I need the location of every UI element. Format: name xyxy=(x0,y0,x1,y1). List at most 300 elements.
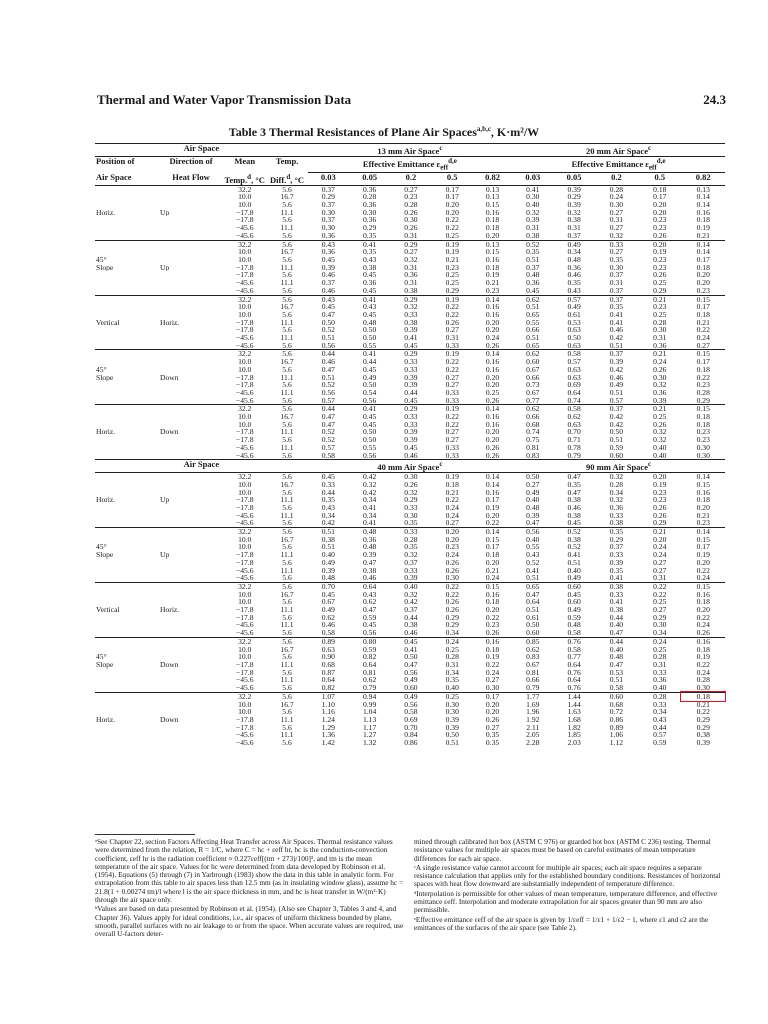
value-cell: 0.51 xyxy=(526,574,540,583)
position-cell xyxy=(95,489,159,497)
value-cell: 0.47 xyxy=(404,660,418,669)
value-cell: 0.60 xyxy=(526,629,540,638)
value-cell: 0.33 xyxy=(445,443,459,452)
value-cell: 0.49 xyxy=(553,240,594,248)
value-cell: 0.31 xyxy=(609,279,624,287)
position-cell xyxy=(95,669,159,677)
value-cell: 0.29 xyxy=(696,723,710,732)
value-cell: 0.50 xyxy=(526,621,540,630)
table-row xyxy=(95,731,725,739)
value-cell: 0.22 xyxy=(485,613,500,622)
value-cell: 10.0 xyxy=(238,193,252,202)
value-cell: 0.20 xyxy=(696,279,710,287)
value-cell: 0.55 xyxy=(526,543,540,552)
value-cell: −17.8 xyxy=(235,503,254,512)
value-cell: 0.72 xyxy=(609,708,624,716)
direction-cell: Down xyxy=(160,373,179,382)
value-cell: 0.31 xyxy=(445,660,459,669)
value-cell: 0.34 xyxy=(321,511,335,520)
value-cell: 5.6 xyxy=(266,582,307,590)
value-cell: 0.22 xyxy=(696,708,710,716)
value-cell: 16.7 xyxy=(280,193,294,202)
value-cell: 16.7 xyxy=(280,700,294,709)
direction-cell xyxy=(159,326,223,334)
value-cell: 2.28 xyxy=(526,739,540,747)
emittance-value: 0.82 xyxy=(485,172,500,183)
value-cell: 0.17 xyxy=(696,543,710,552)
value-cell: −45.6 xyxy=(235,676,254,685)
value-cell: 0.48 xyxy=(526,271,540,280)
temp-diff-header: Temp. xyxy=(275,156,299,166)
value-cell: 0.39 xyxy=(362,551,377,559)
position-cell xyxy=(95,701,159,709)
value-cell: 0.77 xyxy=(526,396,540,405)
direction-cell xyxy=(159,481,223,489)
emittance-value: 0.82 xyxy=(695,172,711,183)
position-cell: Slope xyxy=(96,373,114,382)
value-cell: 0.29 xyxy=(567,193,581,202)
value-cell: 0.45 xyxy=(362,310,377,319)
value-cell: 0.42 xyxy=(609,334,624,342)
position-cell: Vertical xyxy=(96,606,120,614)
table-row xyxy=(95,421,725,429)
direction-cell xyxy=(159,397,223,405)
value-cell: 5.6 xyxy=(282,684,292,693)
value-cell: 5.6 xyxy=(282,543,292,552)
value-cell: 1.36 xyxy=(321,731,335,740)
value-cell: 0.49 xyxy=(404,676,418,685)
value-cell: 5.6 xyxy=(282,256,292,264)
footnote: ᵇValues are based on data presented by Robinson et al. (1954). (Also see Chapter 3, Tables 3 and 4, and Chapter 36). Values apply for ideal conditions, i.e., air spaces of uniform thickness bounded by plane, smooth, parallel surfaces with no air leakage to or from the space. When accurate values are required, use overall U-factors deter- xyxy=(95,904,404,939)
value-cell: 5.6 xyxy=(282,503,292,512)
value-cell: 0.44 xyxy=(308,350,349,358)
value-cell: 0.27 xyxy=(390,185,431,193)
value-cell: 5.6 xyxy=(282,708,292,716)
value-cell: 0.60 xyxy=(595,692,638,700)
value-cell: 0.47 xyxy=(567,488,581,497)
value-cell: 0.57 xyxy=(553,295,594,303)
value-cell: 1.27 xyxy=(362,731,377,740)
value-cell: 0.28 xyxy=(445,653,459,661)
direction-header-2: Heat Flow xyxy=(172,172,210,182)
value-cell: 0.56 xyxy=(321,341,335,350)
value-cell: 0.24 xyxy=(696,334,710,342)
value-cell: 0.33 xyxy=(609,590,624,599)
value-cell: 0.30 xyxy=(526,193,540,202)
value-cell: 5.6 xyxy=(282,668,292,677)
value-cell: 10.0 xyxy=(238,420,252,429)
value-cell: 0.25 xyxy=(432,692,473,700)
value-cell: 5.6 xyxy=(282,381,292,389)
value-cell: 0.20 xyxy=(485,318,500,327)
value-cell: 0.20 xyxy=(445,208,459,217)
value-cell: 0.55 xyxy=(526,318,540,327)
value-cell: 0.28 xyxy=(404,201,418,209)
value-cell: 0.28 xyxy=(696,676,710,685)
value-cell: 0.28 xyxy=(638,692,681,700)
value-cell: −17.8 xyxy=(235,660,254,669)
direction-header: Direction of xyxy=(169,156,213,166)
value-cell: 0.34 xyxy=(653,629,667,638)
value-cell: 0.35 xyxy=(404,543,418,552)
position-cell xyxy=(95,692,159,700)
value-cell: 0.41 xyxy=(404,645,418,654)
value-cell: 0.18 xyxy=(696,598,710,607)
value-cell: 0.76 xyxy=(553,637,594,645)
table-row xyxy=(95,256,725,264)
value-cell: −45.6 xyxy=(235,286,254,295)
table-row xyxy=(95,559,725,567)
value-cell: 0.35 xyxy=(362,248,377,256)
emittance-value: 0.2 xyxy=(611,172,622,183)
value-cell: 0.27 xyxy=(445,381,459,389)
value-cell: 0.18 xyxy=(445,480,459,489)
position-cell: Slope xyxy=(96,263,114,272)
value-cell: 0.51 xyxy=(609,676,624,685)
value-cell: 0.24 xyxy=(653,543,667,552)
value-cell: 1.44 xyxy=(567,700,581,709)
value-cell: 0.37 xyxy=(609,271,624,280)
emittance-value: 0.2 xyxy=(405,172,417,183)
position-cell xyxy=(95,519,159,527)
value-cell: 0.29 xyxy=(390,405,431,413)
value-cell: 0.63 xyxy=(567,326,581,335)
value-cell: 0.15 xyxy=(485,248,500,256)
position-cell xyxy=(95,413,159,421)
value-cell: 1.82 xyxy=(567,723,581,732)
value-cell: 0.24 xyxy=(609,193,624,202)
value-cell: 0.37 xyxy=(321,279,335,287)
value-cell: 0.50 xyxy=(362,326,377,335)
value-cell: 0.16 xyxy=(696,590,710,599)
value-cell: 0.26 xyxy=(653,271,667,280)
value-cell: 0.22 xyxy=(445,496,459,504)
value-cell: 0.57 xyxy=(567,358,581,366)
table-row xyxy=(95,598,725,606)
value-cell: 0.26 xyxy=(485,451,500,460)
table-row xyxy=(95,264,725,272)
emittance-value: 0.03 xyxy=(320,172,336,183)
value-cell: 0.67 xyxy=(526,365,540,374)
direction-cell: Up xyxy=(160,263,170,272)
value-cell: 0.61 xyxy=(526,613,540,622)
value-cell: 5.6 xyxy=(266,350,307,358)
value-cell: 0.78 xyxy=(567,443,581,452)
value-cell: 0.25 xyxy=(445,279,459,287)
value-cell: 0.87 xyxy=(321,668,335,677)
table-row xyxy=(95,389,725,397)
emittance-value: 0.05 xyxy=(362,172,378,183)
value-cell: 10.0 xyxy=(238,700,252,709)
value-cell: 0.14 xyxy=(696,248,710,256)
value-cell: 0.44 xyxy=(595,637,638,645)
value-cell: 0.34 xyxy=(653,708,667,716)
value-cell: 0.31 xyxy=(404,231,418,240)
value-cell: 0.31 xyxy=(404,263,418,272)
direction-cell xyxy=(159,185,223,193)
value-cell: 0.56 xyxy=(512,528,553,536)
value-cell: 0.23 xyxy=(653,303,667,311)
footnote: ᵈInterpolation is permissible for other values of mean temperature, temperature difference, and effective emittance εeff. Interpolation and moderate extrapolation for air spaces greater than 90 mm are also permissible. xyxy=(414,888,718,915)
value-cell: 32.2 xyxy=(223,350,266,358)
value-cell: 0.35 xyxy=(485,731,500,740)
table-row xyxy=(95,512,725,520)
value-cell: 0.39 xyxy=(445,723,459,732)
value-cell: 0.28 xyxy=(653,653,667,661)
direction-cell: Down xyxy=(160,660,179,669)
value-cell: 0.23 xyxy=(653,488,667,497)
value-cell: 0.24 xyxy=(432,637,473,645)
value-cell: 0.36 xyxy=(404,271,418,280)
value-cell: 11.1 xyxy=(280,318,294,327)
value-cell: 0.26 xyxy=(485,396,500,405)
value-cell: 0.39 xyxy=(696,739,710,747)
value-cell: 0.38 xyxy=(404,621,418,630)
value-cell: 0.40 xyxy=(526,535,540,544)
value-cell: 0.58 xyxy=(567,645,581,654)
value-cell: 0.42 xyxy=(609,413,624,421)
value-cell: 0.32 xyxy=(362,480,377,489)
table-row xyxy=(95,436,725,444)
emittance-header-left: Effective Emittance $\varepsilon_{eff}^{d,e}$ xyxy=(308,156,512,173)
table-row xyxy=(95,567,725,575)
header-row xyxy=(95,173,725,185)
value-cell: 32.2 xyxy=(223,637,266,645)
value-cell: 0.36 xyxy=(362,201,377,209)
value-cell: 0.83 xyxy=(526,451,540,460)
footnote: ᵉEffective emittance εeff of the air space is given by 1/εeff = 1/ε1 + 1/ε2 − 1, where ε1 and ε2 are the emittances of the surfaces of the air space (see Table 2). xyxy=(414,914,709,932)
position-cell xyxy=(95,248,159,256)
table-row xyxy=(95,444,725,452)
direction-cell xyxy=(159,405,223,413)
direction-cell xyxy=(159,621,223,629)
value-cell: 0.38 xyxy=(321,535,335,544)
table-title-text: Table 3 Thermal Resistances of Plane Air Spaces xyxy=(228,125,477,139)
table-row xyxy=(95,582,725,590)
value-cell: 0.52 xyxy=(553,528,594,536)
position-cell xyxy=(95,193,159,201)
value-cell: 0.62 xyxy=(512,295,553,303)
value-cell: 0.85 xyxy=(512,637,553,645)
value-cell: 0.47 xyxy=(321,420,335,429)
value-cell: 0.50 xyxy=(512,473,553,481)
position-cell xyxy=(95,528,159,536)
value-cell: 0.57 xyxy=(609,396,624,405)
value-cell: 0.39 xyxy=(404,436,418,444)
value-cell: 0.30 xyxy=(445,708,459,716)
value-cell: 0.39 xyxy=(526,511,540,520)
value-cell: 0.41 xyxy=(609,318,624,327)
position-cell xyxy=(95,629,159,637)
value-cell: 0.45 xyxy=(362,621,377,630)
direction-cell xyxy=(159,536,223,544)
value-cell: 0.18 xyxy=(485,598,500,607)
value-cell: 32.2 xyxy=(223,473,266,481)
value-cell: 0.46 xyxy=(567,503,581,512)
value-cell: 0.51 xyxy=(321,373,335,382)
value-cell: 0.46 xyxy=(362,574,377,583)
value-cell: 0.47 xyxy=(362,558,377,567)
value-cell: 0.24 xyxy=(485,668,500,677)
value-cell: 5.6 xyxy=(282,310,292,319)
value-cell: 1.07 xyxy=(308,692,349,700)
value-cell: 0.36 xyxy=(526,279,540,287)
value-cell: 0.41 xyxy=(349,240,390,248)
value-cell: 0.35 xyxy=(609,303,624,311)
direction-cell xyxy=(159,193,223,201)
value-cell: 0.32 xyxy=(404,551,418,559)
direction-cell xyxy=(159,567,223,575)
value-cell: 0.32 xyxy=(609,231,624,240)
value-cell: 1.04 xyxy=(362,708,377,716)
position-cell xyxy=(95,350,159,358)
value-cell: 0.46 xyxy=(321,286,335,295)
footnote: ᵃSee Chapter 22, section Factors Affecting Heat Transfer across Air Spaces. Thermal resistance values were determined from the relation, R = 1/C, where C = hc + εeff hr, hc is the conduction-convection coefficient, εeff hr is the radiation coefficient ≈ 0.227εeff[(tm + 273)/100]³, and tm is the mean temperature of the air space. Values for hc were determined from data developed by Robinson et al. (1954). Equations (5) through (7) in Yarbrough (1983) show the data in this table in analytic form. For extrapolation from this table to air spaces less than 12.5 mm (as in insulating window glass), assume hc = 21.8(1 + 0.00274 tm)/l where l is the air space thickness in mm, and hc is heat transfer in W/(m²·K) through the air space only. xyxy=(95,837,404,905)
value-cell: 0.24 xyxy=(445,503,459,512)
value-cell: 0.68 xyxy=(609,700,624,709)
value-cell: 0.39 xyxy=(404,373,418,382)
value-cell: 0.26 xyxy=(653,503,667,512)
value-cell: 0.27 xyxy=(609,248,624,256)
footnotes-right xyxy=(414,838,726,933)
value-cell: 0.27 xyxy=(485,676,500,685)
position-cell xyxy=(95,574,159,582)
direction-cell xyxy=(159,350,223,358)
value-cell: 0.29 xyxy=(404,496,418,504)
value-cell: 0.34 xyxy=(445,629,459,638)
value-cell: 0.47 xyxy=(609,660,624,669)
value-cell: 0.45 xyxy=(390,637,431,645)
value-cell: 0.38 xyxy=(567,511,581,520)
value-cell: 0.14 xyxy=(473,405,512,413)
value-cell: 0.19 xyxy=(485,271,500,280)
value-cell: 0.44 xyxy=(404,613,418,622)
value-cell: 0.16 xyxy=(485,208,500,217)
mean-temp-header: Mean xyxy=(234,156,256,166)
value-cell: 0.30 xyxy=(653,621,667,630)
value-cell: 0.26 xyxy=(653,420,667,429)
value-cell: 0.53 xyxy=(609,668,624,677)
value-cell: 0.36 xyxy=(653,676,667,685)
value-cell: 0.21 xyxy=(445,256,459,264)
value-cell: 0.33 xyxy=(609,511,624,520)
table-row xyxy=(95,287,725,295)
value-cell: 0.73 xyxy=(526,381,540,389)
value-cell: 0.33 xyxy=(445,396,459,405)
value-cell: 16.7 xyxy=(280,480,294,489)
value-cell: 0.31 xyxy=(653,334,667,342)
chapter-title: Thermal and Water Vapor Transmission Data xyxy=(97,92,352,107)
table-row xyxy=(95,669,725,677)
value-cell: 0.33 xyxy=(404,310,418,319)
value-cell: 0.23 xyxy=(696,286,710,295)
value-cell: 0.43 xyxy=(653,715,667,724)
value-cell: 0.23 xyxy=(696,428,710,437)
value-cell: −17.8 xyxy=(235,428,254,437)
value-cell: 0.41 xyxy=(609,598,624,607)
value-cell: 10.0 xyxy=(238,365,252,374)
direction-cell xyxy=(159,389,223,397)
value-cell: 0.40 xyxy=(609,621,624,630)
position-cell xyxy=(95,582,159,590)
value-cell: 0.35 xyxy=(567,279,581,287)
direction-cell xyxy=(159,653,223,661)
value-cell: 0.32 xyxy=(609,496,624,504)
direction-cell xyxy=(159,739,223,747)
table-row xyxy=(95,201,725,209)
value-cell: 0.56 xyxy=(321,388,335,397)
value-cell: −17.8 xyxy=(235,668,254,677)
value-cell: −17.8 xyxy=(235,551,254,559)
value-cell: 0.40 xyxy=(321,551,335,559)
value-cell: 5.6 xyxy=(282,326,292,335)
value-cell: 0.24 xyxy=(653,551,667,559)
value-cell: 0.25 xyxy=(653,310,667,319)
value-cell: 10.0 xyxy=(238,543,252,552)
value-cell: 0.46 xyxy=(609,326,624,335)
value-cell: 0.18 xyxy=(696,216,710,225)
value-cell: 0.33 xyxy=(445,341,459,350)
value-cell: 0.49 xyxy=(567,574,581,583)
value-cell: 0.84 xyxy=(404,731,418,740)
value-cell: 0.52 xyxy=(321,381,335,389)
value-cell: 0.68 xyxy=(526,420,540,429)
value-cell: 11.1 xyxy=(280,731,294,740)
value-cell: 5.6 xyxy=(266,637,307,645)
value-cell: 0.31 xyxy=(404,279,418,287)
value-cell: 1.12 xyxy=(609,739,624,747)
value-cell: 0.17 xyxy=(432,185,473,193)
value-cell: 0.33 xyxy=(404,413,418,421)
value-cell: 0.60 xyxy=(526,358,540,366)
value-cell: −17.8 xyxy=(235,271,254,280)
value-cell: 0.39 xyxy=(526,216,540,225)
value-cell: 5.6 xyxy=(282,488,292,497)
value-cell: 0.46 xyxy=(321,621,335,630)
value-cell: 0.19 xyxy=(432,240,473,248)
value-cell: 2.11 xyxy=(526,723,540,732)
value-cell: −17.8 xyxy=(235,263,254,272)
position-cell xyxy=(95,536,159,544)
value-cell: 5.6 xyxy=(282,739,292,747)
value-cell: 5.6 xyxy=(282,271,292,280)
value-cell: 0.24 xyxy=(696,574,710,583)
value-cell: 0.57 xyxy=(321,396,335,405)
value-cell: 0.29 xyxy=(390,295,431,303)
table-row xyxy=(95,279,725,287)
value-cell: 0.30 xyxy=(485,684,500,693)
value-cell: 0.20 xyxy=(485,326,500,335)
value-cell: 5.6 xyxy=(282,341,292,350)
table-row xyxy=(95,350,725,358)
value-cell: 0.35 xyxy=(485,739,500,747)
value-cell: 0.23 xyxy=(485,621,500,630)
value-cell: 5.6 xyxy=(282,613,292,622)
value-cell: 0.26 xyxy=(485,341,500,350)
direction-cell xyxy=(159,574,223,582)
value-cell: 0.34 xyxy=(362,511,377,520)
value-cell: 0.43 xyxy=(308,295,349,303)
value-cell: 0.82 xyxy=(362,653,377,661)
value-cell: 11.1 xyxy=(280,428,294,437)
value-cell: 0.66 xyxy=(526,413,540,421)
value-cell: 0.26 xyxy=(696,629,710,638)
position-cell xyxy=(95,444,159,452)
position-cell xyxy=(95,405,159,413)
direction-cell: Up xyxy=(160,208,170,217)
value-cell: 32.2 xyxy=(223,295,266,303)
value-cell: 11.1 xyxy=(280,263,294,272)
